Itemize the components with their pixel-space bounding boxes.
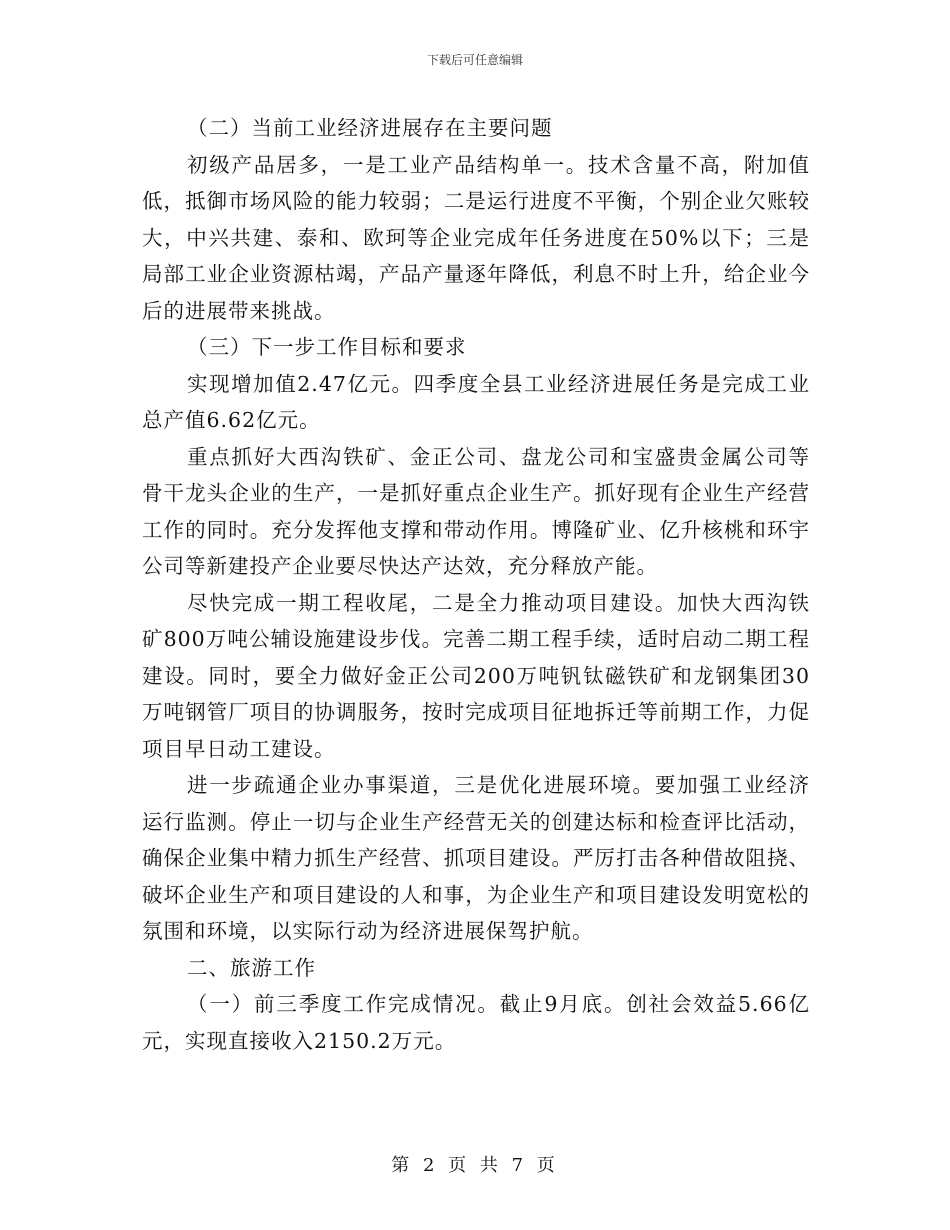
paragraph-environment: 进一步疏通企业办事渠道，三是优化进展环境。要加强工业经济运行监测。停止一切与企业生产经营无关的创建达标和检查评比活动，确保企业集中精力抓生产经营、抓项目建设。严厉打击各种借故阻挠、破坏企业生产和项目建设的人和事，为企业生产和项目建设发明宽松的氛围和环境，以实际行动为经济进展保驾护航。 <box>142 773 810 943</box>
section-heading-tourism: 二、旅游工作 <box>187 955 316 980</box>
page-number: 第 2 页 共 7 页 <box>391 1155 559 1176</box>
page-header-note: 下载后可任意编辑 <box>426 53 523 67</box>
paragraph-project-construction: 尽快完成一期工程收尾，二是全力推动项目建设。加快大西沟铁矿800万吨公辅设施建设步伐。完善二期工程手续，适时启动二期工程建设。同时，要全力做好金正公司200万吨钒钛磁铁矿和龙钢集团30万吨钢管厂项目的协调服务，按时完成项目征地拆迁等前期工作，力促项目早日动工建设。 <box>142 590 810 761</box>
paragraph-key-enterprises: 重点抓好大西沟铁矿、金正公司、盘龙公司和宝盛贵金属公司等骨干龙头企业的生产，一是抓好重点企业生产。抓好现有企业生产经营工作的同时。充分发挥他支撑和带动作用。博隆矿业、亿升核桃和环宇公司等新建投产企业要尽快达产达效，充分释放产能。 <box>142 444 810 578</box>
paragraph-targets: 实现增加值2.47亿元。四季度全县工业经济进展任务是完成工业总产值6.62亿元。 <box>142 371 810 432</box>
section-heading-problems: （二）当前工业经济进展存在主要问题 <box>187 116 553 140</box>
section-heading-goals: （三）下一步工作目标和要求 <box>187 335 467 359</box>
paragraph-problems: 初级产品居多，一是工业产品结构单一。技术含量不高，附加值低，抵御市场风险的能力较弱；二是运行进度不平衡，个别企业欠账较大，中兴共建、泰和、欧珂等企业完成年任务进度在50%以下；三是局部工业企业资源枯竭，产品产量逐年降低，利息不时上升，给企业今后的进展带来挑战。 <box>142 152 810 323</box>
paragraph-tourism-results: （一）前三季度工作完成情况。截止9月底。创社会效益5.66亿元，实现直接收入2150.2万元。 <box>142 992 810 1053</box>
document-body <box>142 110 810 1059</box>
